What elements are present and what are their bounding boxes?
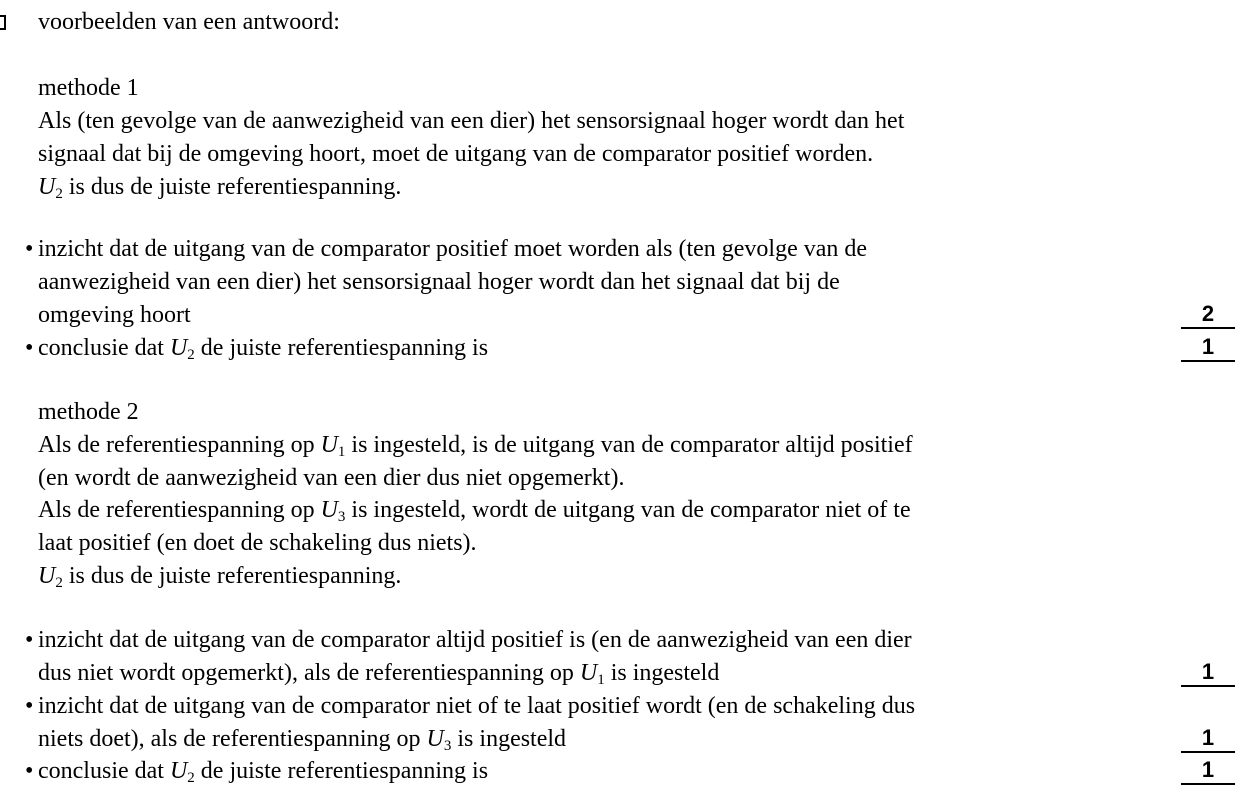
- header-text: voorbeelden van een antwoord:: [38, 9, 340, 35]
- bullet-icon: •: [25, 627, 34, 653]
- method2-bullet1-line1: inzicht dat de uitgang van de comparator altijd positief is (en de aanwezigheid van een dier: [38, 627, 912, 653]
- method2-bullet1-line2: dus niet wordt opgemerkt), als de referentiespanning op $U_1$ is ingesteld: [38, 660, 720, 688]
- method1-text-line-1: Als (ten gevolge van de aanwezigheid van een dier) het sensorsignaal hoger wordt dan het: [38, 108, 905, 134]
- checkbox-icon: [0, 15, 6, 30]
- method1-bullet2-score: 1: [1181, 336, 1235, 362]
- method2-bullet2-line1: inzicht dat de uitgang van de comparator niet of te laat positief wordt (en de schakeling dus: [38, 693, 916, 719]
- method2-text-line-4: laat positief (en doet de schakeling dus niets).: [38, 530, 477, 556]
- method1-bullet1-line1: inzicht dat de uitgang van de comparator positief moet worden als (ten gevolge van de: [38, 236, 868, 262]
- method2-conclusion: $U_2$ is dus de juiste referentiespanning.: [38, 563, 402, 591]
- bullet-icon: •: [25, 693, 34, 719]
- method1-bullet2: conclusie dat $U_2$ de juiste referentiespanning is: [38, 335, 489, 363]
- method2-text-line-3: Als de referentiespanning op $U_3$ is ingesteld, wordt de uitgang van de comparator niet of te: [38, 497, 911, 525]
- method2-bullet3-score: 1: [1181, 759, 1235, 785]
- bullet-icon: •: [25, 236, 34, 262]
- method2-bullet3: conclusie dat $U_2$ de juiste referentiespanning is: [38, 758, 489, 786]
- method1-bullet1-line3: omgeving hoort: [38, 302, 191, 328]
- method2-title: methode 2: [38, 399, 139, 425]
- method1-bullet1-score: 2: [1181, 303, 1235, 329]
- method1-title: methode 1: [38, 75, 139, 101]
- method1-text-line-2: signaal dat bij de omgeving hoort, moet de uitgang van de comparator positief worden.: [38, 141, 874, 167]
- method2-text-line-2: (en wordt de aanwezigheid van een dier dus niet opgemerkt).: [38, 465, 625, 491]
- bullet-icon: •: [25, 758, 34, 784]
- bullet-icon: •: [25, 335, 34, 361]
- method2-bullet2-line2: niets doet), als de referentiespanning op $U_3$ is ingesteld: [38, 726, 567, 754]
- method1-bullet1-line2: aanwezigheid van een dier) het sensorsignaal hoger wordt dan het signaal dat bij de: [38, 269, 840, 295]
- method2-bullet2-score: 1: [1181, 727, 1235, 753]
- method2-text-line-1: Als de referentiespanning op $U_1$ is ingesteld, is de uitgang van de comparator altijd positief: [38, 432, 913, 460]
- method1-conclusion: $U_2$ is dus de juiste referentiespanning.: [38, 174, 402, 202]
- method2-bullet1-score: 1: [1181, 661, 1235, 687]
